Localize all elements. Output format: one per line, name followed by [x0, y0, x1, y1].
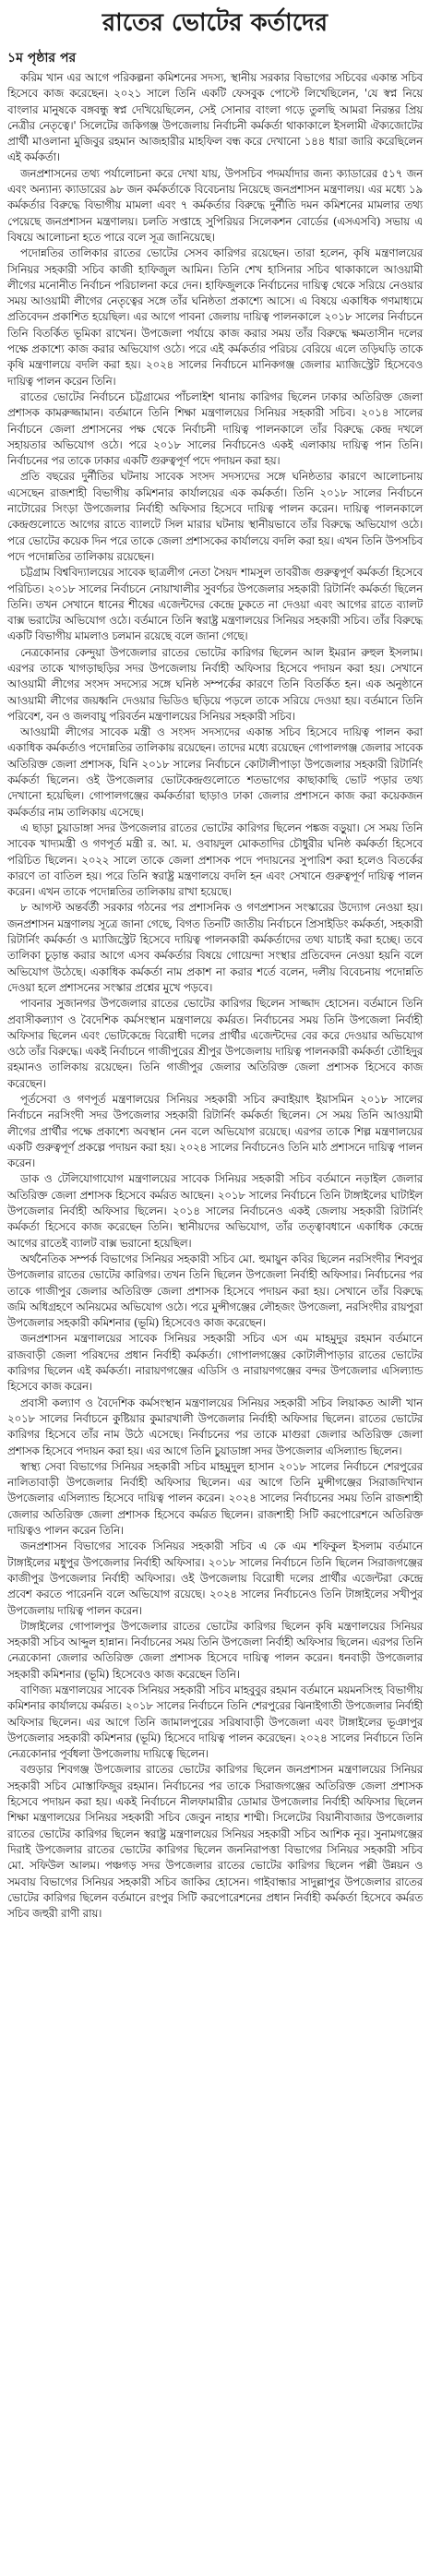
article-paragraph: স্বাস্থ্য সেবা বিভাগের সিনিয়র সহকারী সচিব মাহমুদুল হাসান ২০১৮ সালের নির্বাচনে শেরপুরের নালিতাবাড়ী উপজেলার নির্বাহী অফিসার ছিলেন। এর আগে তিনি মুন্সীগঞ্জের সিরাজদিখান উপজেলার এসিল্যান্ড হিসেবে দায়িত্ব পালন করেন। ২০২৪ সালের নির্বাচনের সময় তিনি রাজশাহী জেলার অতিরিক্ত জেলা প্রশাসক হিসেবে কর্মরত ছিলেন। রাজশাহী সিটি করপোরেশনে অতিরিক্ত দায়িত্বও পালন করেন তিনি। [7, 1459, 423, 1538]
headline: রাতের ভোটের কর্তাদের [102, 9, 328, 37]
article-paragraph: প্রতি বছরের দুর্নীতির ঘটনায় সাবেক সংসদ সদস্যদের সঙ্গে ঘনিষ্ঠতার কারণে আলোচনায় এসেছেন রাজশাহী বিভাগীয় কমিশনার কার্যালয়ের এক কর্মকর্তা। তিনি ২০১৮ সালের নির্বাচনে নাটোরের সিংড়া উপজেলার নির্বাহী অফিসার হিসেবে দায়িত্ব পালন করেন। দায়িত্ব পালনকালে কেন্দ্রগুলোতে আগের রাতে ব্যালটে সিল মারার ঘটনায় স্থানীয়ভাবে তাঁর বিরুদ্ধে অভিযোগ ওঠে। পরে ভোটের কয়েক দিন পরে তাকে জেলা প্রশাসকের কার্যালয়ে বদলি করা হয়। এখন তিনি উপসচিব পদে পদোন্নতির তালিকায় রয়েছেন। [7, 470, 423, 563]
article-paragraph: পদোন্নতির তালিকার রাতের ভোটের সেসব কারিগর রয়েছেন। তারা হলেন, কৃষি মন্ত্রণালয়ের সিনিয়র সহকারী সচিব কাজী হাফিজুল আমিন। তিনি শেখ হাসিনার সচিব থাকাকালে আওয়ামী লীগের মনোনীত নির্বাচন পরিচালনা করে দেন। হাফিজুলকে নির্বাচনের দায়িত্ব থেকে সরিয়ে নেওয়ার সময় আওয়ামী লীগের নেতৃত্বের সঙ্গে তাঁর ঘনিষ্ঠতা প্রকাশ্যে আসে। এ বিষয়ে একাধিক গণমাধ্যমে প্রতিবেদন প্রকাশিত হয়েছিল। এর আগে পাবনা জেলায় দায়িত্ব পালনকালে ২০১৮ সালের নির্বাচনে তিনি বিতর্কিত ভূমিকা রাখেন। উপজেলা পর্যায়ে কাজ করার সময় তাঁর বিরুদ্ধে ক্ষমতাসীন দলের পক্ষে প্রকাশ্যে কাজ করার অভিযোগ ওঠে। পরে এই কর্মকর্তার পরিচয় বেরিয়ে এলে তড়িঘড়ি তাকে কৃষি মন্ত্রণালয়ে বদলি করা হয়। ২০২৪ সালের নির্বাচনে মানিকগঞ্জ জেলার ম্যাজিস্ট্রেট হিসেবেও দায়িত্ব পালন করেন তিনি। [7, 246, 423, 388]
article-paragraph: ৮ আগস্ট অন্তর্বর্তী সরকার গঠনের পর প্রশাসনিক ও গণপ্রশাসন সংস্কারের উদ্যোগ নেওয়া হয়। জনপ্রশাসন মন্ত্রণালয় সূত্রে জানা গেছে, বিগত তিনটি জাতীয় নির্বাচনে প্রিসাইডিং কর্মকর্তা, সহকারী রিটার্নিং কর্মকর্তা ও ম্যাজিস্ট্রেট হিসেবে দায়িত্ব পালনকারী কর্মকর্তাদের তথ্য যাচাই করা হচ্ছে। তবে তালিকা চূড়ান্ত করার আগে এসব কর্মকর্তার বিষয়ে গোয়েন্দা সংস্থার প্রতিবেদন নেওয়া হয়নি বলে অভিযোগ উঠেছে। একাধিক কর্মকর্তা নাম প্রকাশ না করার শর্তে বলেন, দলীয় বিবেচনায় পদোন্নতি দেওয়া হলে প্রশাসনের সংস্কার প্রশ্নের মুখে পড়বে। [7, 901, 423, 994]
article-paragraph: জনপ্রশাসন বিভাগের সাবেক সিনিয়র সহকারী সচিব এ কে এম শফিকুল ইসলাম বর্তমানে টাঙ্গাইলের মধুপুর উপজেলার নির্বাহী অফিসার। ২০১৮ সালের নির্বাচনে তিনি ছিলেন সিরাজগঞ্জের কাজীপুর উপজেলার নির্বাহী অফিসার। ওই উপজেলায় বিরোধী দলের প্রার্থীর এজেন্টরা কেন্দ্রে প্রবেশ করতে পারেননি বলে অভিযোগ রয়েছে। ২০২৪ সালের নির্বাচনেও তিনি টাঙ্গাইলের সখীপুর উপজেলায় দায়িত্ব পালন করেন। [7, 1540, 423, 1617]
article-paragraph: টাঙ্গাইলের গোপালপুর উপজেলার রাতের ভোটের কারিগর ছিলেন কৃষি মন্ত্রণালয়ের সিনিয়র সহকারী সচিব আব্দুল হান্নান। নির্বাচনের সময় তিনি উপজেলা নির্বাহী অফিসার ছিলেন। এরপর তিনি নেত্রকোনা জেলার অতিরিক্ত জেলা প্রশাসক হিসেবে দায়িত্ব পালন করেন। ধনবাড়ী উপজেলার সহকারী কমিশনার (ভূমি) হিসেবেও কাজ করেছেন তিনি। [7, 1619, 423, 1681]
article-paragraph: ডাক ও টেলিযোগাযোগ মন্ত্রণালয়ের সাবেক সিনিয়র সহকারী সচিব বর্তমানে নড়াইল জেলার অতিরিক্ত জেলা প্রশাসক হিসেবে কর্মরত আছেন। ২০১৮ সালের নির্বাচনে তিনি টাঙ্গাইলের ঘাটাইল উপজেলার নির্বাহী অফিসার ছিলেন। ২০১৪ সালের নির্বাচনেও একই জেলায় সহকারী রিটার্নিং কর্মকর্তা হিসেবে কাজ করেছেন তিনি। স্থানীয়দের অভিযোগ, তাঁর তত্ত্বাবধানে একাধিক কেন্দ্রে আগের রাতেই ব্যালট বাক্স ভরানো হয়েছিল। [7, 1172, 423, 1250]
article-paragraph: জনপ্রশাসন মন্ত্রণালয়ের সাবেক সিনিয়র সহকারী সচিব এস এম মাহমুদুর রহমান বর্তমানে রাজবাড়ী জেলা পরিষদের প্রধান নির্বাহী কর্মকর্তা। গোপালগঞ্জের কোটালীপাড়ার রাতের ভোটের কারিগর ছিলেন এই কর্মকর্তা। নারায়ণগঞ্জের এডিসি ও নারায়ণগঞ্জের বন্দর উপজেলার এসিল্যান্ড হিসেবে কাজ করেন। [7, 1332, 423, 1394]
article-paragraph: আওয়ামী লীগের সাবেক মন্ত্রী ও সংসদ সদস্যদের একান্ত সচিব হিসেবে দায়িত্ব পালন করা একাধিক কর্মকর্তাও পদোন্নতির তালিকায় রয়েছেন। তাদের মধ্যে রয়েছেন গোপালগঞ্জ জেলার সাবেক অতিরিক্ত জেলা প্রশাসক, যিনি ২০১৮ সালের নির্বাচনে কোটালীপাড়া উপজেলার সহকারী রিটার্নিং কর্মকর্তা ছিলেন। ওই উপজেলার ভোটকেন্দ্রগুলোতে শতভাগের কাছাকাছি ভোট পড়ার তথ্য দেখানো হয়েছিল। গোপালগঞ্জের কর্মকর্তারা ছাড়াও ঢাকা জেলার প্রশাসনে কাজ করা কয়েকজন কর্মকর্তার নাম তালিকায় এসেছে। [7, 725, 423, 819]
article-paragraph: এ ছাড়া চুয়াডাঙ্গা সদর উপজেলার রাতের ভোটের কারিগর ছিলেন পঙ্কজ বড়ুয়া। সে সময় তিনি সাবেক খাদ্যমন্ত্রী ও গণপূর্ত মন্ত্রী র. আ. ম. ওবায়দুল মোকতাদির চৌধুরীর ঘনিষ্ঠ কর্মকর্তা হিসেবে পরিচিত ছিলেন। ২০২২ সালে তাকে জেলা প্রশাসক পদে পদায়নের সুপারিশ করা হলেও বিতর্কের কারণে তা বাতিল হয়। পরে তিনি স্বরাষ্ট্র মন্ত্রণালয়ে বদলি হন এবং সেখানে গুরুত্বপূর্ণ দায়িত্ব পালন করেন। এখন তাকে পদোন্নতির তালিকায় রাখা হয়েছে। [7, 821, 423, 899]
article-paragraph: নেত্রকোনার কেন্দুয়া উপজেলার রাতের ভোটের কারিগর ছিলেন আল ইমরান রুহুল ইসলাম। এরপর তাকে খাগড়াছড়ির সদর উপজেলায় নির্বাহী অফিসার হিসেবে পদায়ন করা হয়। সেখানে আওয়ামী লীগের সংসদ সদস্যের সঙ্গে ঘনিষ্ঠ সম্পর্কের কারণে তিনি বিতর্কিত হন। এক অনুষ্ঠানে আওয়ামী লীগের জয়ধ্বনি দেওয়ার ভিডিও ছড়িয়ে পড়লে তাকে সরিয়ে দেওয়া হয়। বর্তমানে তিনি পরিবেশ, বন ও জলবায়ু পরিবর্তন মন্ত্রণালয়ের সিনিয়র সহকারী সচিব। [7, 645, 423, 723]
article-paragraph: পূর্তসেবা ও গণপূর্ত মন্ত্রণালয়ের সিনিয়র সহকারী সচিব রুবাইয়াৎ ইয়াসমিন ২০১৮ সালের নির্বাচনে নরসিংদী সদর উপজেলার সহকারী রিটার্নিং কর্মকর্তা ছিলেন। সে সময় তিনি আওয়ামী লীগের প্রার্থীর পক্ষে প্রকাশ্যে অবস্থান নেন বলে অভিযোগ রয়েছে। এরপর তাকে শিল্প মন্ত্রণালয়ের একটি গুরুত্বপূর্ণ প্রকল্পে পদায়ন করা হয়। ২০২৪ সালের নির্বাচনেও তিনি মাঠ প্রশাসনে দায়িত্ব পালন করেন। [7, 1093, 423, 1170]
article-paragraph: প্রবাসী কল্যাণ ও বৈদেশিক কর্মসংস্থান মন্ত্রণালয়ের সিনিয়র সহকারী সচিব লিয়াকত আলী খান ২০১৮ সালের নির্বাচনে কুষ্টিয়ার কুমারখালী উপজেলার নির্বাহী অফিসার ছিলেন। রাতের ভোটের কারিগর হিসেবে তাঁর নাম উঠে এসেছে। নির্বাচনের পর তাকে মাগুরা জেলার অতিরিক্ত জেলা প্রশাসক হিসেবে পদায়ন করা হয়। এর আগে তিনি চুয়াডাঙ্গা সদর উপজেলার এসিল্যান্ড ছিলেন। [7, 1396, 423, 1457]
article-paragraph: পাবনার সুজানগর উপজেলার রাতের ভোটের কারিগর ছিলেন সাজ্জাদ হোসেন। বর্তমানে তিনি প্রবাসীকল্যাণ ও বৈদেশিক কর্মসংস্থান মন্ত্রণালয়ে কর্মরত। নির্বাচনের সময় তিনি উপজেলা নির্বাহী অফিসার ছিলেন এবং ভোটকেন্দ্রে বিরোধী দলের প্রার্থীর এজেন্টদের বের করে দেওয়ার অভিযোগ ওঠে তাঁর বিরুদ্ধে। একই নির্বাচনে গাজীপুরের শ্রীপুর উপজেলায় দায়িত্ব পালনকারী কর্মকর্তা তৌহিদুর রহমানও তালিকায় রয়েছেন। তিনি গাজীপুর জেলার অতিরিক্ত জেলা প্রশাসক হিসেবে কাজ করেছেন। [7, 997, 423, 1090]
article-paragraph: রাতের ভোটের নির্বাচনে চট্টগ্রামের পাঁচলাইশ থানায় কারিগর ছিলেন ঢাকার অতিরিক্ত জেলা প্রশাসক কামরুজ্জামান। বর্তমানে তিনি শিক্ষা মন্ত্রণালয়ের সিনিয়র সহকারী সচিব। ২০১৪ সালের নির্বাচনে জেলা প্রশাসনের পক্ষ থেকে নির্বাচনী দায়িত্ব পালনকালে তাঁর বিরুদ্ধে কেন্দ্র দখলে সহায়তার অভিযোগ ওঠে। পরে ২০১৮ সালের নির্বাচনেও একই এলাকায় দায়িত্ব পান তিনি। নির্বাচনের পর তাকে ঢাকার একটি গুরুত্বপূর্ণ পদে পদায়ন করা হয়। [7, 389, 423, 468]
article-paragraph: বগুড়ার শিবগঞ্জ উপজেলার রাতের ভোটের কারিগর ছিলেন জনপ্রশাসন মন্ত্রণালয়ের সিনিয়র সহকারী সচিব মোস্তাফিজুর রহমান। নির্বাচনের পর তাকে সিরাজগঞ্জের অতিরিক্ত জেলা প্রশাসক হিসেবে পদায়ন করা হয়। একই নির্বাচনে নীলফামারীর ডোমার উপজেলার নির্বাহী অফিসার ছিলেন শিক্ষা মন্ত্রণালয়ের সিনিয়র সহকারী সচিব জেবুন নাহার শাম্মী। সিলেটের বিয়ানীবাজার উপজেলার রাতের ভোটের কারিগর ছিলেন স্বরাষ্ট্র মন্ত্রণালয়ের সিনিয়র সহকারী সচিব আশিক নূর। সুনামগঞ্জের দিরাই উপজেলার রাতের ভোটের কারিগর ছিলেন জননিরাপত্তা বিভাগের সিনিয়র সহকারী সচিব মো. সফিউল আলম। পঞ্চগড় সদর উপজেলার রাতের ভোটের কারিগর ছিলেন পল্লী উন্নয়ন ও সমবায় বিভাগের সিনিয়র সহকারী সচিব জাকির হোসেন। গাইবান্ধার সাদুল্লাপুর উপজেলার রাতের ভোটের কারিগর ছিলেন বর্তমানে রংপুর সিটি করপোরেশনের প্রধান নির্বাহী কর্মকর্তা হিসেবে কর্মরত সচিব জহুরী রাণী রায়। [7, 1763, 423, 1921]
article-body [7, 70, 423, 1922]
article-paragraph: বাণিজ্য মন্ত্রণালয়ের সাবেক সিনিয়র সহকারী সচিব মাহবুবুর রহমান বর্তমানে ময়মনসিংহ বিভাগীয় কমিশনার কার্যালয়ে কর্মরত। ২০১৮ সালের নির্বাচনে তিনি শেরপুরের ঝিনাইগাতী উপজেলার নির্বাহী অফিসার ছিলেন। এর আগে তিনি জামালপুরের সরিষাবাড়ী উপজেলা এবং টাঙ্গাইলের ভূঞাপুর উপজেলার সহকারী কমিশনার (ভূমি) হিসেবে দায়িত্ব পালন করেছেন। ২০২৪ সালের নির্বাচনে তিনি নেত্রকোনার পূর্বধলা উপজেলায় দায়িত্বে ছিলেন। [7, 1683, 423, 1761]
article-paragraph: অর্থনৈতিক সম্পর্ক বিভাগের সিনিয়র সহকারী সচিব মো. হুমায়ুন কবির ছিলেন নরসিংদীর শিবপুর উপজেলার রাতের ভোটের কারিগর। তখন তিনি ছিলেন উপজেলা নির্বাহী অফিসার। নির্বাচনের পর তাকে গাজীপুর জেলার অতিরিক্ত জেলা প্রশাসক হিসেবে পদায়ন করা হয়। সেখানে তাঁর বিরুদ্ধে জমি অধিগ্রহণে অনিয়মের অভিযোগ ওঠে। পরে মুন্সীগঞ্জের লৌহজং উপজেলা, নরসিংদীর রায়পুরা উপজেলার সহকারী কমিশনার (ভূমি) হিসেবেও কাজ করেছেন। [7, 1252, 423, 1330]
article-paragraph: জনপ্রশাসনের তথ্য পর্যালোচনা করে দেখা যায়, উপসচিব পদমর্যাদার জন্য ক্যাডারের ৫১৭ জন এবং অন্যান্য ক্যাডারের ৯৮ জন কর্মকর্তাকে বিবেচনায় নিয়েছে জনপ্রশাসন মন্ত্রণালয়। এর মধ্যে ১৯ কর্মকর্তার বিরুদ্ধে বিভাগীয় মামলা এবং ৭ কর্মকর্তার বিরুদ্ধে দুর্নীতি দমন কমিশনের মামলার তথ্য পেয়েছে জনপ্রশাসন মন্ত্রণালয়। চলতি সপ্তাহে সুপিরিয়র সিলেকশন বোর্ডের (এসএসবি) সভায় এ বিষয়ে আলোচনা হতে পারে বলে সূত্র জানিয়েছে। [7, 166, 423, 244]
article-paragraph: করিম খান এর আগে পরিকল্পনা কমিশনের সদস্য, স্থানীয় সরকার বিভাগের সচিবের একান্ত সচিব হিসেবে কাজ করেছেন। ২০২১ সালে তিনি একটি ফেসবুক পোস্টে লিখেছিলেন, 'যে স্বপ্ন নিয়ে বাংলার মানুষকে বঙ্গবন্ধু স্বপ্ন দেখিয়েছিলেন, সেই সোনার বাংলা গড়ে তুলছি আমরা নিরন্তর প্রিয় নেত্রীর নেতৃত্বে।' সিলেটের জকিগঞ্জ উপজেলায় নির্বাচনী কর্মকর্তা থাকাকালে ইসলামী ঐক্যজোটের প্রার্থী মাওলানা মুজিবুর রহমান আজহারীর মাহফিল বন্ধ করে দেখানো ১৪৪ ধারা জারি করেছিলেন এই কর্মকর্তা। [7, 71, 423, 164]
article-paragraph: চট্টগ্রাম বিশ্ববিদ্যালয়ের সাবেক ছাত্রলীগ নেতা সৈয়দ শামসুল তাবরীজ গুরুত্বপূর্ণ কর্মকর্তা হিসেবে পরিচিত। ২০১৮ সালের নির্বাচনে নোয়াখালীর সুবর্ণচর উপজেলার সহকারী রিটার্নিং কর্মকর্তা ছিলেন তিনি। তখন সেখানে ধানের শীষের এজেন্টদের কেন্দ্রে ঢুকতে না দেওয়া এবং আগের রাতে ব্যালট বাক্স ভরাটের অভিযোগ ওঠে। বর্তমানে তিনি স্বরাষ্ট্র মন্ত্রণালয়ের সিনিয়র সহকারী সচিব। তাঁর বিরুদ্ধে একটি বিভাগীয় মামলাও চলমান রয়েছে বলে জানা গেছে। [7, 566, 423, 643]
continued-from-label: ১ম পৃষ্ঠার পর [7, 51, 77, 66]
